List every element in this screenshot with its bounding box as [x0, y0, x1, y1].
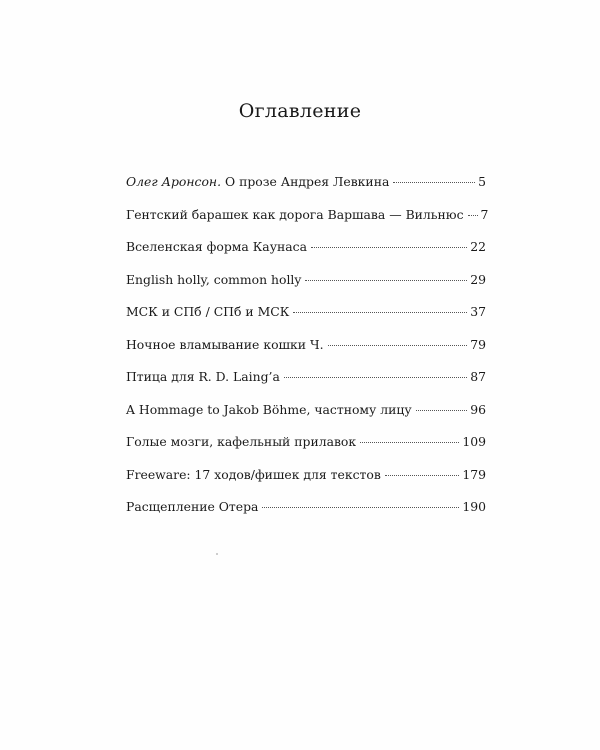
dot-leader	[284, 377, 467, 378]
toc-entry[interactable]	[126, 435, 486, 468]
toc-entry-title: О прозе Андрея Левкина	[221, 174, 390, 189]
toc-entry[interactable]	[126, 206, 489, 241]
page-title: Оглавление	[238, 100, 362, 122]
toc-entry[interactable]	[126, 500, 486, 533]
dot-leader	[385, 475, 459, 476]
toc-entry-page: 22	[470, 239, 486, 254]
toc-entry-page: 29	[470, 271, 486, 287]
dot-leader	[416, 410, 468, 411]
toc-entry-page: 179	[462, 466, 486, 482]
toc-entry-page: 96	[470, 401, 486, 417]
toc-entry-page: 87	[470, 369, 486, 384]
toc-entry-text	[126, 175, 389, 190]
toc-entry-page: 7	[480, 206, 489, 222]
toc-entry-title: Freeware: 17 ходов/фишек для текстов	[126, 466, 381, 482]
toc-entry-page: 5	[478, 174, 486, 189]
toc-entry-title: МСК и СПб / СПб и МСК	[126, 304, 290, 319]
dot-leader	[262, 507, 459, 508]
toc-entry-page: 37	[470, 304, 486, 319]
table-of-contents	[126, 174, 489, 533]
toc-entry-title: Гентский барашек как дорога Варшава — Вильнюс	[126, 206, 464, 222]
toc-entry[interactable]	[126, 370, 486, 403]
toc-entry-page: 109	[462, 434, 486, 449]
dot-leader	[360, 442, 459, 443]
toc-entry[interactable]	[126, 468, 486, 501]
toc-entry-title: Ночное вламывание кошки Ч.	[126, 336, 324, 352]
toc-entry-title: Голые мозги, кафельный прилавок	[126, 434, 357, 449]
toc-entry-title: Птица для R. D. Laing’a	[126, 369, 280, 384]
toc-entry[interactable]	[126, 175, 486, 208]
dot-leader	[305, 280, 467, 281]
toc-entry-title: A Hommage to Jakob Böhme, частному лицу	[126, 401, 412, 417]
toc-entry[interactable]	[126, 240, 486, 273]
dot-leader	[328, 345, 468, 346]
toc-entry-title: Вселенская форма Каунаса	[126, 239, 307, 254]
dot-leader	[393, 182, 475, 183]
toc-entry-page: 79	[470, 336, 486, 352]
toc-entry[interactable]	[126, 305, 486, 338]
paper-speck	[216, 553, 218, 555]
dot-leader	[468, 215, 478, 216]
toc-entry-title: Расщепление Отера	[126, 499, 259, 514]
dot-leader	[311, 247, 467, 248]
toc-entry-title: English holly, common holly	[126, 271, 302, 287]
toc-entry-author: Олег Аронсон.	[126, 174, 222, 189]
toc-entry[interactable]	[126, 338, 486, 371]
toc-entry[interactable]	[126, 273, 486, 306]
dot-leader	[293, 312, 467, 313]
toc-entry-page: 190	[462, 499, 486, 514]
toc-entry[interactable]	[126, 403, 486, 436]
